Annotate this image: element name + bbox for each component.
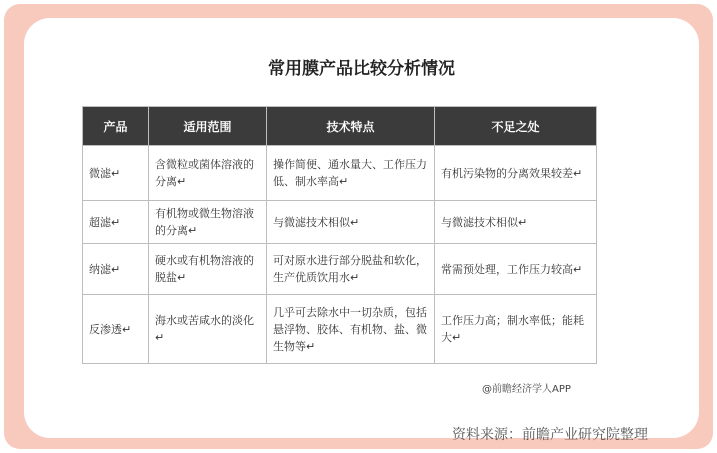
cell-product: 纳滤↵	[83, 244, 149, 295]
page-title: 常用膜产品比较分析情况	[268, 59, 455, 79]
cell-drawbacks: 常需预处理，工作压力较高↵	[435, 244, 597, 295]
cell-scope: 硬水或有机物溶液的脱盐↵	[149, 244, 267, 295]
cell-scope: 海水或苦咸水的淡化↵	[149, 295, 267, 364]
cell-features: 几乎可去除水中一切杂质，包括悬浮物、胶体、有机物、盐、微生物等↵	[267, 295, 435, 364]
outer-frame	[4, 4, 713, 449]
cell-features: 与微滤技术相似↵	[267, 201, 435, 244]
cell-scope: 有机物或微生物溶液的分离↵	[149, 201, 267, 244]
source-note: 资料来源：前瞻产业研究院整理	[452, 427, 648, 443]
table-header-row	[83, 107, 597, 146]
header-drawbacks: 不足之处	[435, 107, 597, 146]
credit-label: @前瞻经济学人APP	[482, 384, 571, 395]
table-row	[83, 295, 597, 364]
cell-product: 反渗透↵	[83, 295, 149, 364]
header-features: 技术特点	[267, 107, 435, 146]
cell-product: 微滤↵	[83, 146, 149, 201]
cell-scope: 含微粒或菌体溶液的分离↵	[149, 146, 267, 201]
table-row	[83, 244, 597, 295]
comparison-table	[82, 106, 597, 364]
header-product: 产品	[83, 107, 149, 146]
table-row	[83, 146, 597, 201]
content-card	[24, 18, 699, 443]
cell-features: 可对原水进行部分脱盐和软化，生产优质饮用水↵	[267, 244, 435, 295]
cell-product: 超滤↵	[83, 201, 149, 244]
cell-features: 操作简便、通水量大、工作压力低、制水率高↵	[267, 146, 435, 201]
cell-drawbacks: 工作压力高；制水率低；能耗大↵	[435, 295, 597, 364]
table-row	[83, 201, 597, 244]
header-scope: 适用范围	[149, 107, 267, 146]
cell-drawbacks: 与微滤技术相似↵	[435, 201, 597, 244]
cell-drawbacks: 有机污染物的分离效果较差↵	[435, 146, 597, 201]
